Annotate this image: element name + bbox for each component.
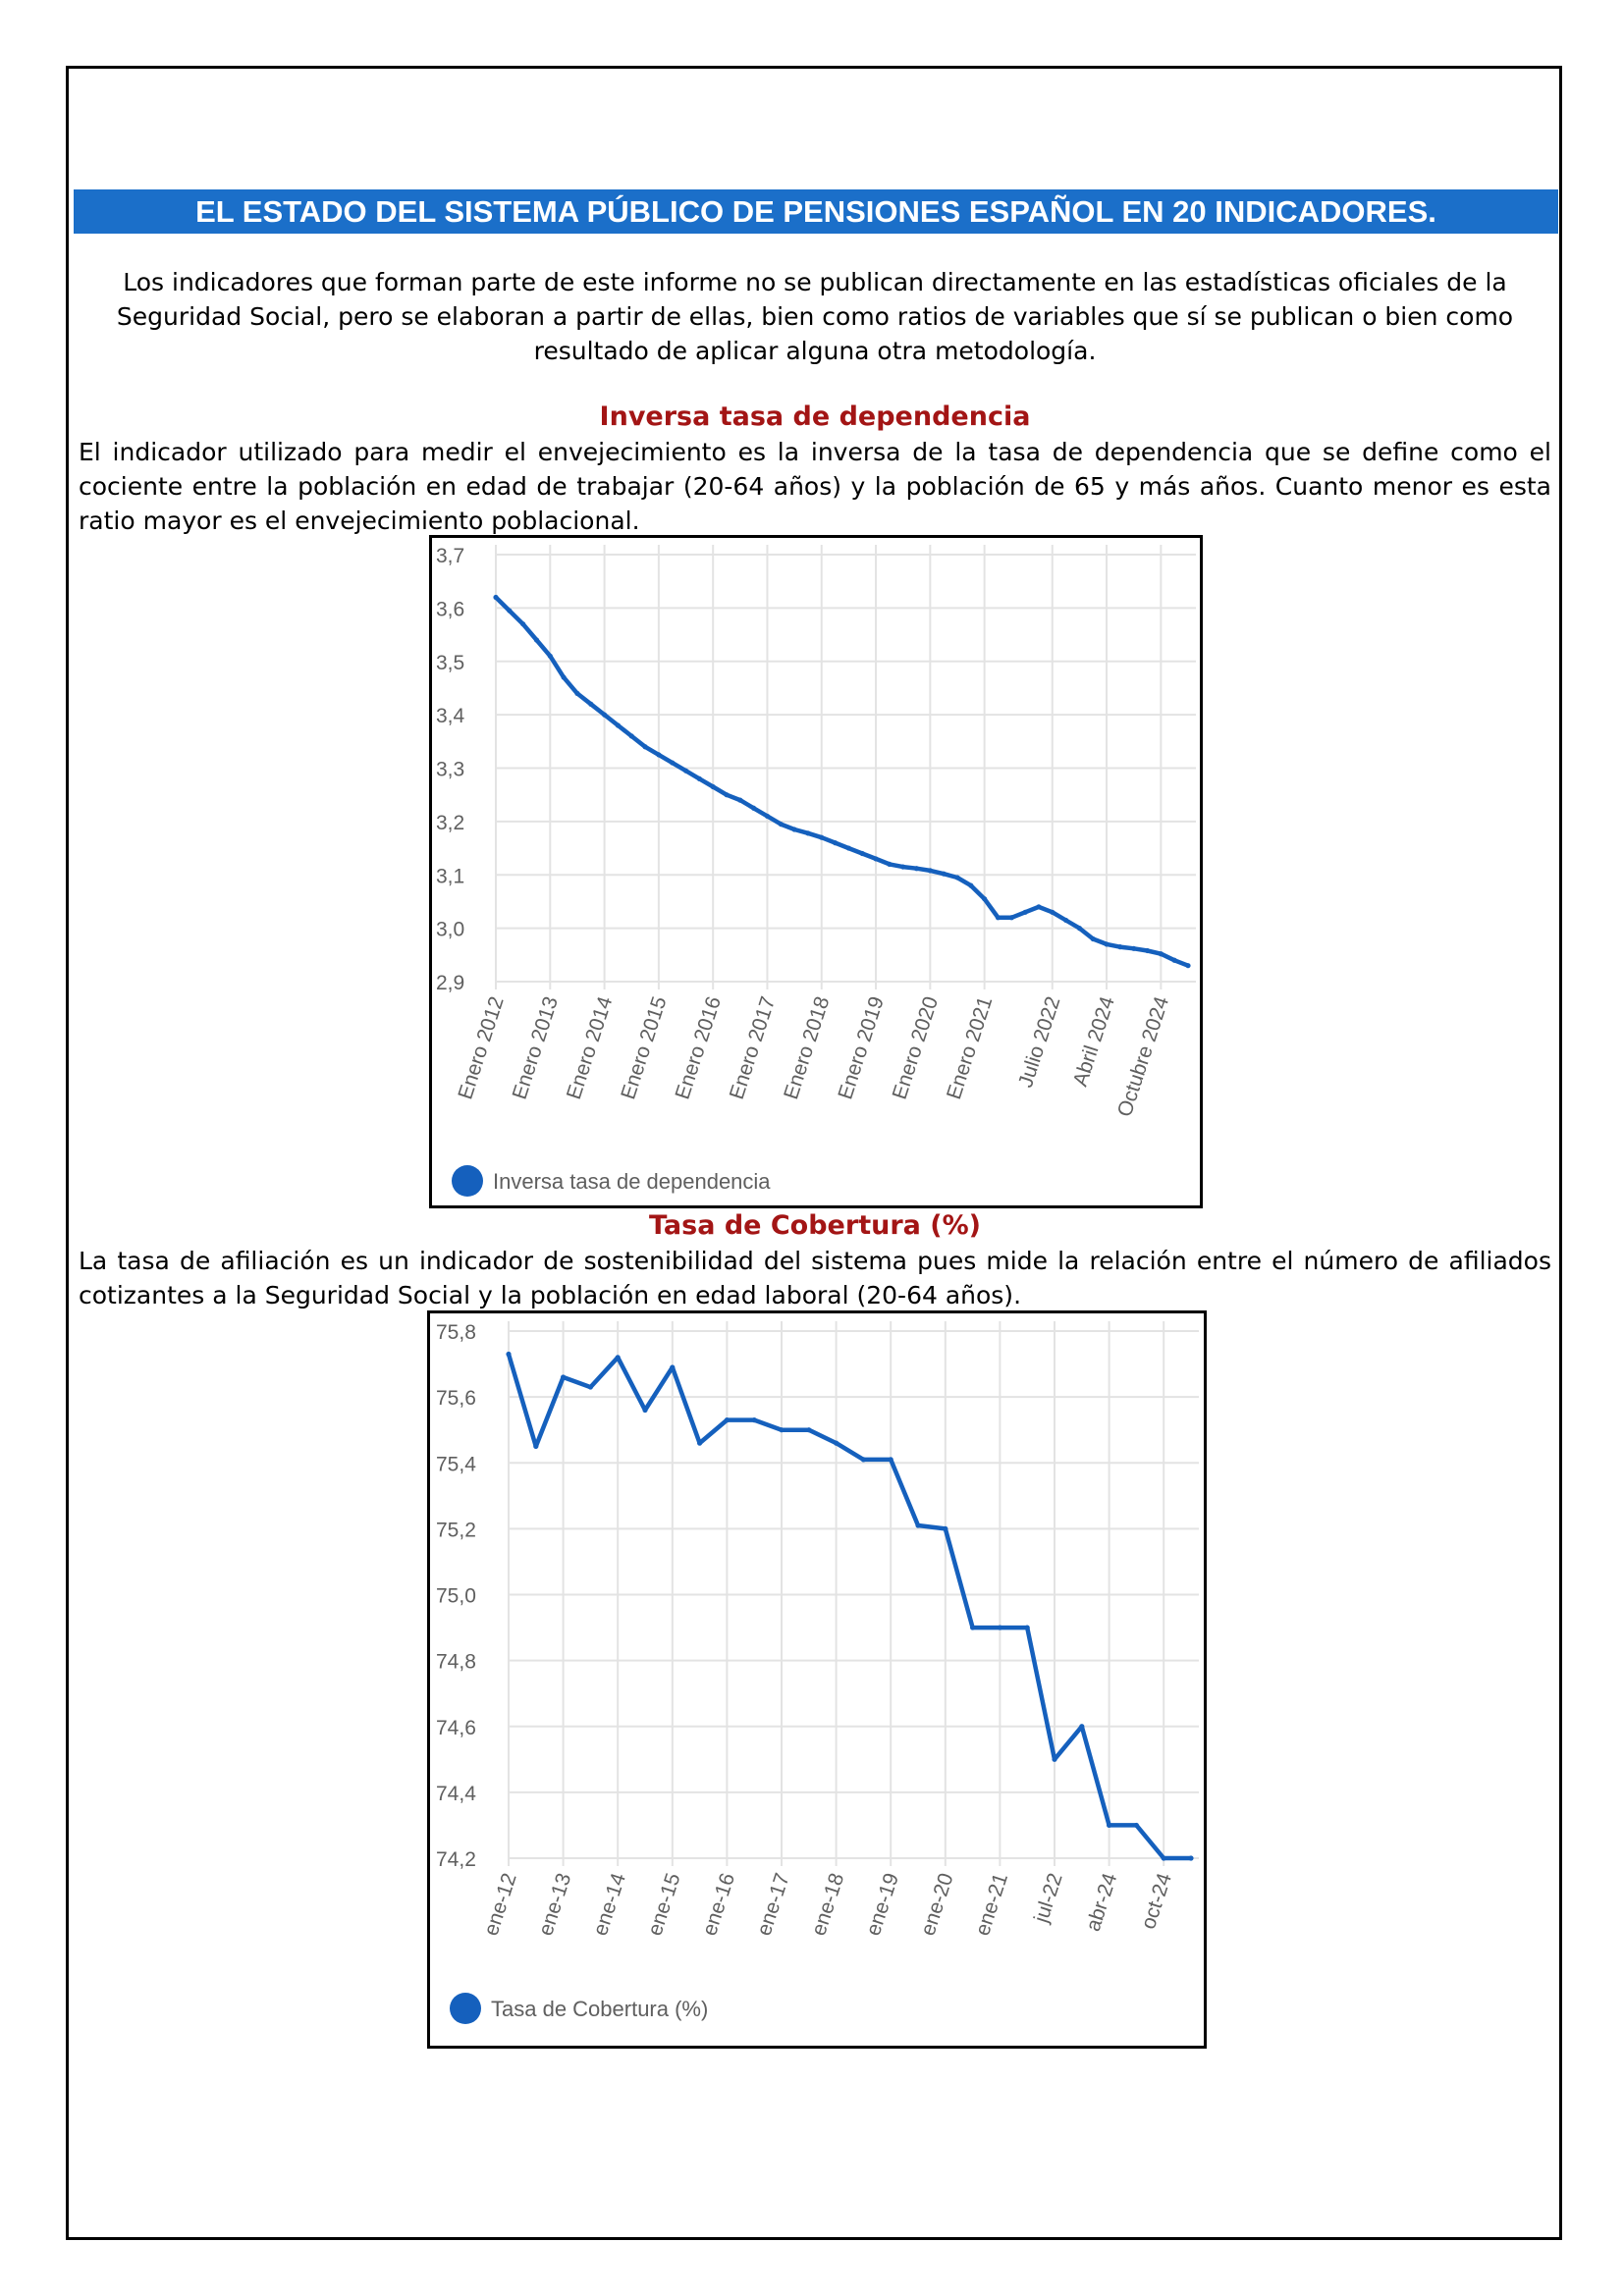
dependencia-data-point [1036,904,1041,909]
dependencia-data-point [954,875,959,880]
dependencia-data-point [588,702,593,707]
dependencia-data-point [656,752,661,757]
cobertura-xtick-label: ene-12 [479,1870,521,1939]
dependencia-data-point [711,784,716,789]
dependencia-data-point [751,806,756,811]
dependencia-data-point [1159,951,1164,956]
cobertura-xtick-label: ene-15 [643,1870,685,1939]
dependencia-xtick-label: Enero 2017 [725,993,781,1102]
dependencia-data-point [548,654,553,659]
cobertura-xtick-label: oct-24 [1137,1870,1176,1933]
cobertura-data-point [806,1427,811,1432]
dependencia-xtick-label: Enero 2014 [562,993,618,1102]
cobertura-xtick-label: ene-20 [916,1870,958,1939]
dependencia-data-point [1104,941,1109,946]
cobertura-data-point [616,1355,621,1360]
dependencia-data-point [562,674,567,679]
dependencia-legend-label: Inversa tasa de dependencia [493,1169,771,1194]
cobertura-ytick-label: 75,0 [436,1584,476,1608]
dependencia-data-point [900,864,905,869]
cobertura-series-line [509,1355,1191,1859]
chart-cobertura-svg [430,1313,1204,2046]
dependencia-xtick-label: Enero 2018 [780,993,835,1102]
cobertura-data-point [1134,1823,1139,1828]
dependencia-ytick-label: 3,6 [436,598,465,621]
cobertura-ytick-label: 74,6 [436,1716,476,1739]
dependencia-xtick-label: Octubre 2024 [1112,993,1174,1120]
cobertura-data-point [889,1457,893,1462]
cobertura-ytick-label: 74,8 [436,1650,476,1674]
cobertura-data-point [725,1417,730,1422]
dependencia-data-point [1145,948,1150,953]
dependencia-data-point [819,835,824,840]
cobertura-xtick-label: jul-22 [1030,1870,1067,1926]
dependencia-series-line [496,598,1188,966]
cobertura-data-point [533,1444,538,1449]
dependencia-data-point [493,595,498,600]
dependencia-data-point [520,621,525,626]
dependencia-xtick-label: Abril 2024 [1068,993,1119,1090]
cobertura-data-point [943,1526,947,1531]
dependencia-data-point [1023,910,1028,915]
section-text-cobertura: La tasa de afiliación es un indicador de sostenibilidad del sistema pues mide la relación entre el número de afiliados cotizantes a la Seguridad Social y la población en edad laboral (20-64 años). [79,1247,1551,1309]
cobertura-legend-marker [450,1993,481,2024]
dependencia-data-point [683,769,688,774]
dependencia-data-point [982,896,987,901]
dependencia-xtick-label: Enero 2020 [888,993,944,1102]
dependencia-ytick-label: 3,1 [436,865,465,888]
dependencia-ytick-label: 3,5 [436,651,465,674]
cobertura-data-point [561,1374,566,1379]
dependencia-data-point [846,845,851,850]
dependencia-data-point [616,722,621,727]
cobertura-data-point [670,1364,675,1369]
dependencia-xtick-label: Enero 2016 [671,993,726,1102]
cobertura-data-point [1052,1757,1056,1762]
cobertura-xtick-label: ene-19 [861,1870,903,1939]
dependencia-data-point [1050,910,1055,915]
dependencia-data-point [914,866,919,871]
dependencia-data-point [602,713,607,718]
dependencia-data-point [887,862,892,867]
cobertura-data-point [861,1457,866,1462]
dependencia-data-point [779,822,784,827]
dependencia-ytick-label: 3,7 [436,545,465,567]
dependencia-xtick-label: Enero 2021 [942,993,998,1102]
dependencia-data-point [507,608,512,613]
dependencia-data-point [1185,963,1190,968]
dependencia-ytick-label: 3,0 [436,918,465,941]
dependencia-xtick-label: Enero 2015 [617,993,672,1102]
dependencia-ytick-label: 3,4 [436,705,465,728]
cobertura-data-point [697,1441,702,1446]
dependencia-xtick-label: Julio 2022 [1014,993,1065,1091]
dependencia-data-point [724,792,729,797]
cobertura-data-point [506,1352,511,1357]
cobertura-data-point [1107,1823,1111,1828]
dependencia-ytick-label: 2,9 [436,972,465,994]
dependencia-data-point [873,856,878,861]
cobertura-xtick-label: ene-17 [752,1870,794,1939]
dependencia-xtick-label: Enero 2019 [834,993,889,1102]
cobertura-ytick-label: 75,2 [436,1519,476,1542]
report-banner: EL ESTADO DEL SISTEMA PÚBLICO DE PENSIONES ESPAÑOL EN 20 INDICADORES. [74,189,1558,234]
dependencia-data-point [833,840,838,845]
dependencia-data-point [942,872,947,877]
section-text-dependencia: El indicador utilizado para medir el envejecimiento es la inversa de la tasa de dependencia que se define como el cociente entre la población en edad de trabajar (20-64 años) y la población de 65 y más años. Cuanto menor es esta ratio mayor es el envejecimiento poblacional. [79,438,1551,535]
chart-cobertura [427,1310,1207,2049]
dependencia-data-point [642,744,647,749]
dependencia-ytick-label: 3,2 [436,811,465,834]
cobertura-data-point [915,1522,920,1527]
cobertura-data-point [642,1408,647,1413]
chart-dependencia-svg [432,538,1200,1205]
cobertura-data-point [970,1625,975,1629]
dependencia-data-point [629,733,634,738]
dependencia-data-point [1091,936,1096,941]
cobertura-ytick-label: 75,8 [436,1321,476,1344]
section-heading-cobertura: Tasa de Cobertura (%) [648,1210,981,1241]
cobertura-ytick-label: 75,6 [436,1387,476,1411]
cobertura-xtick-label: ene-21 [971,1870,1013,1939]
cobertura-data-point [998,1625,1002,1629]
dependencia-data-point [534,637,539,642]
cobertura-data-point [1079,1724,1084,1729]
dependencia-data-point [737,798,742,803]
chart-dependencia [429,535,1203,1208]
cobertura-data-point [752,1417,757,1422]
dependencia-data-point [1063,918,1068,923]
cobertura-legend-label: Tasa de Cobertura (%) [491,1997,709,2021]
dependencia-data-point [996,915,1001,920]
dependencia-data-point [697,776,702,781]
cobertura-xtick-label: ene-13 [534,1870,576,1939]
cobertura-xtick-label: ene-16 [698,1870,740,1939]
dependencia-data-point [1077,926,1082,931]
cobertura-data-point [779,1427,784,1432]
cobertura-ytick-label: 74,2 [436,1848,476,1871]
cobertura-xtick-label: ene-14 [588,1870,630,1939]
dependencia-data-point [1131,946,1136,951]
cobertura-data-point [834,1441,839,1446]
dependencia-ytick-label: 3,3 [436,758,465,781]
dependencia-data-point [792,827,797,831]
cobertura-data-point [588,1384,593,1389]
cobertura-ytick-label: 75,4 [436,1453,476,1476]
intro-paragraph: Los indicadores que forman parte de este informe no se publican directamente en las estadísticas oficiales de la Seguridad Social, pero se elaboran a partir de ellas, bien como ratios de variables que sí se publican o bien como resultado de aplicar alguna otra metodología. [116,268,1514,365]
dependencia-data-point [860,851,865,856]
cobertura-data-point [1188,1855,1193,1860]
dependencia-data-point [670,760,675,765]
dependencia-data-point [805,830,810,835]
dependencia-legend-marker [452,1165,483,1197]
cobertura-xtick-label: abr-24 [1081,1870,1122,1935]
section-heading-dependencia: Inversa tasa de dependencia [599,401,1031,432]
cobertura-ytick-label: 74,4 [436,1782,476,1805]
dependencia-xtick-label: Enero 2013 [508,993,564,1102]
cobertura-data-point [1025,1625,1030,1629]
dependencia-data-point [1009,915,1014,920]
dependencia-data-point [765,814,770,819]
dependencia-data-point [928,868,933,873]
cobertura-xtick-label: ene-18 [807,1870,849,1939]
dependencia-xtick-label: Enero 2012 [454,993,509,1102]
dependencia-data-point [1172,958,1177,963]
dependencia-data-point [574,691,579,696]
dependencia-data-point [968,883,973,888]
cobertura-data-point [1162,1855,1166,1860]
dependencia-data-point [1117,944,1122,949]
